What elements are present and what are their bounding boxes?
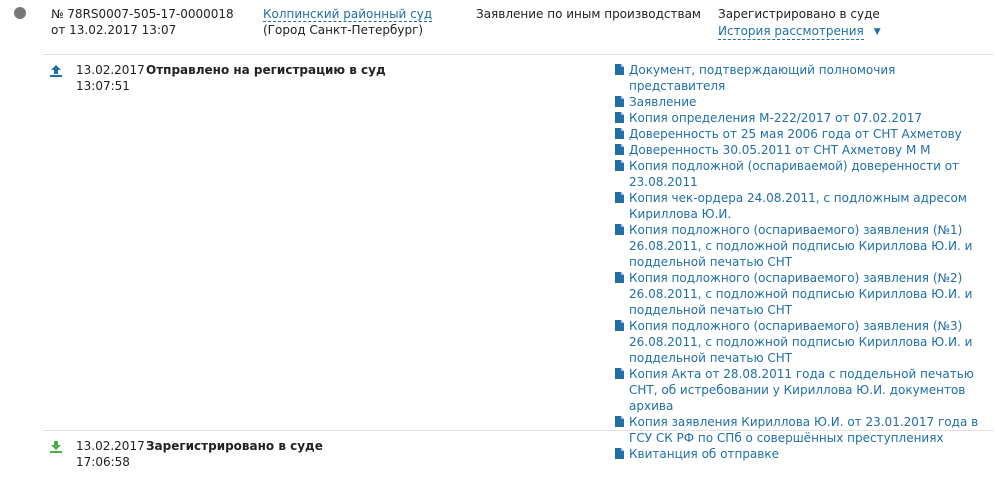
file-icon (615, 368, 624, 379)
document-link[interactable]: Заявление (615, 94, 995, 110)
download-icon (49, 440, 63, 454)
file-icon (615, 160, 624, 171)
divider (43, 430, 994, 431)
document-link[interactable]: Доверенность от 25 мая 2006 года от СНТ Ахметову (615, 126, 995, 142)
case-status: Зарегистрировано в суде (718, 7, 880, 21)
claim-type: Заявление по иным производствам (476, 7, 701, 21)
document-link[interactable]: Квитанция об отправке (615, 446, 995, 462)
event-time: 17:06:58 (76, 455, 130, 469)
upload-icon (49, 64, 63, 78)
case-status-block (718, 6, 881, 40)
event-item (0, 438, 999, 478)
divider (43, 54, 994, 55)
history-dropdown[interactable] (718, 22, 881, 40)
document-link[interactable]: Копия подложной (оспариваемой) доверенности от 23.08.2011 (615, 158, 995, 190)
file-icon (615, 96, 624, 107)
chevron-down-icon[interactable]: ▼ (873, 27, 881, 37)
document-link[interactable]: Копия Акта от 28.08.2011 года с поддельной печатью СНТ, об истребовании у Кириллова Ю.И. документов архива (615, 366, 995, 414)
event-title: Зарегистрировано в суде (146, 439, 323, 453)
court-city: (Город Санкт-Петербург) (263, 23, 424, 37)
event-title: Отправлено на регистрацию в суд (146, 63, 386, 77)
status-dot-icon (14, 7, 26, 19)
event-date: 13.02.2017 (76, 63, 145, 77)
case-number: № 78RS0007-505-17-0000018 (51, 7, 234, 21)
document-link[interactable]: Копия определения М-222/2017 от 07.02.2017 (615, 110, 995, 126)
document-link[interactable]: Доверенность 30.05.2011 от СНТ Ахметову М М (615, 142, 995, 158)
event-datetime (76, 438, 145, 470)
file-icon (615, 112, 624, 123)
event-date: 13.02.2017 (76, 439, 145, 453)
document-link[interactable]: Копия подложного (оспариваемого) заявления (№1) 26.08.2011, с подложной подписью Кириллова Ю.И. и поддельной печатью СНТ (615, 222, 995, 270)
file-icon (615, 128, 624, 139)
document-link[interactable]: Копия подложного (оспариваемого) заявления (№3) 26.08.2011, с подложной подписью Кириллова Ю.И. и поддельной печатью СНТ (615, 318, 995, 366)
file-icon (615, 192, 624, 203)
event-datetime (76, 62, 145, 94)
case-header (0, 0, 999, 54)
document-link[interactable]: Копия чек-ордера 24.08.2011, с подложным адресом Кириллова Ю.И. (615, 190, 995, 222)
file-icon (615, 416, 624, 427)
file-icon (615, 64, 624, 75)
history-link[interactable]: История рассмотрения (718, 24, 864, 38)
document-link[interactable]: Копия подложного (оспариваемого) заявления (№2) 26.08.2011, с подложной подписью Кириллова Ю.И. и поддельной печатью СНТ (615, 270, 995, 318)
file-icon (615, 272, 624, 283)
file-icon (615, 144, 624, 155)
court-block (263, 6, 473, 38)
document-link[interactable]: Копия заявления Кириллова Ю.И. от 23.01.2017 года в ГСУ СК РФ по СПб о совершённых преступлениях (615, 414, 995, 446)
case-number-block (51, 6, 234, 38)
court-link[interactable]: Колпинский районный суд (263, 7, 433, 21)
document-list (615, 62, 995, 462)
file-icon (615, 224, 624, 235)
file-icon (615, 320, 624, 331)
event-time: 13:07:51 (76, 79, 130, 93)
document-link[interactable]: Документ, подтверждающий полномочия представителя (615, 62, 995, 94)
case-date: от 13.02.2017 13:07 (51, 23, 177, 37)
